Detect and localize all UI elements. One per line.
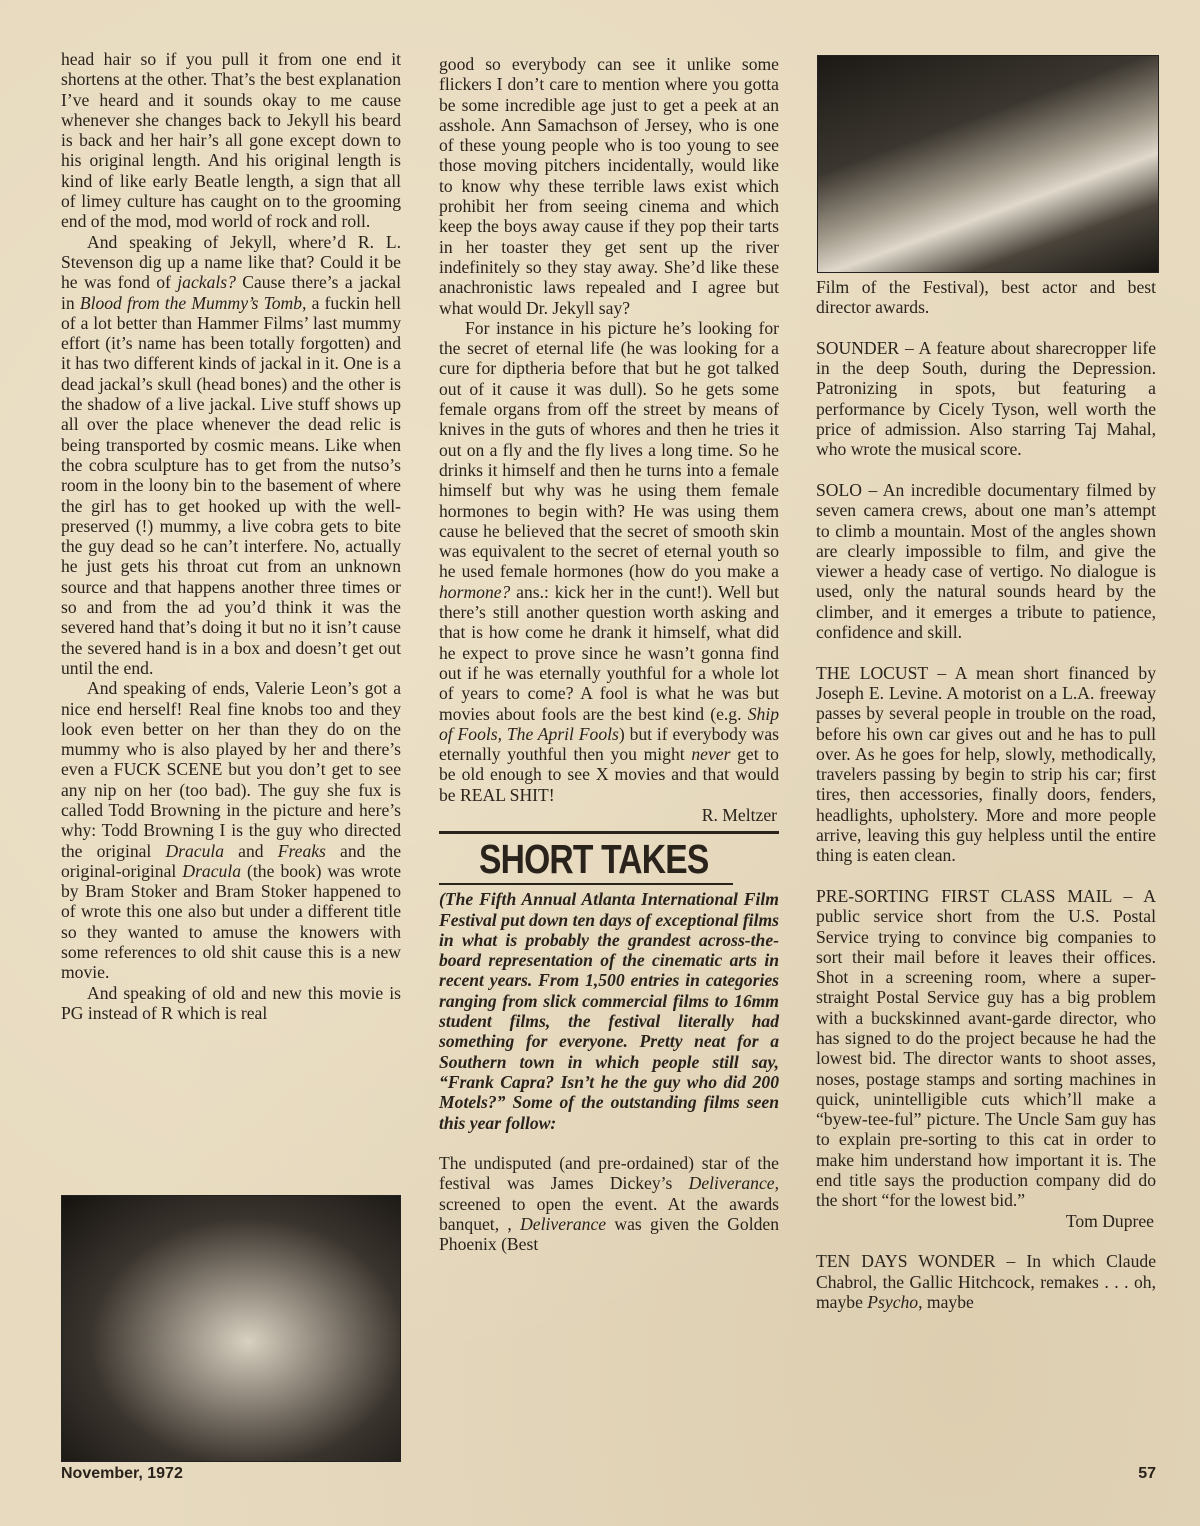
- text-run: Cause there’s a jackal in: [61, 272, 401, 313]
- film-reviews-continued: [816, 1251, 1156, 1312]
- paragraph: [61, 49, 401, 232]
- paragraph: [816, 886, 1156, 1211]
- italic-text: Psycho,: [867, 1291, 923, 1312]
- paragraph: [439, 54, 779, 318]
- paragraph: [61, 678, 401, 982]
- text-run: THE LOCUST – A mean short financed by Joseph E. Levine. A motorist on a L.A. freeway passes by several people in trouble on the road, before his own car gives out and he has to pull over. As he goes for help, slowly, methodically, travelers passing by begin to strip his car; first tires, then accessories, finally doors, fenders, headlights, upholstery. More and more people arrive, leaving this guy helpless until the entire thing is eaten clean.: [816, 662, 1156, 866]
- paragraph: [61, 983, 401, 1024]
- text-run: SOUNDER – A feature about sharecropper life in the deep South, during the Depression. Patronizing in spots, but featuring a performance by Cicely Tyson, well worth the price of admission. Also starring Taj Mahal, who wrote the musical score.: [816, 337, 1156, 460]
- text-run: and the original-original: [61, 840, 402, 881]
- text-run: TEN DAYS WONDER – In which Claude Chabrol, the Gallic Hitchcock, remakes . . . oh, maybe: [816, 1251, 1156, 1312]
- text-run: and: [224, 840, 278, 861]
- paragraph: [61, 232, 401, 679]
- text-run: For instance in his picture he’s looking for the secret of eternal life (he was looking for a cure for diptheria before that but he got talked out of it cause it was dull). So he gets some female organs from off the street by means of knives in the guts of whores and then he tries it out on a fly and the fly lives a long time. So he drinks it himself and then he turns into a female himself but why was he using them female hormones to begin with? He was using them cause he believed that the secret of smooth skin was equivalent to the secret of eternal youth so he used female hormones (how do you make a: [439, 317, 779, 582]
- section-divider: [439, 831, 779, 834]
- short-takes-body: [439, 1153, 779, 1254]
- paragraph: [816, 1251, 1156, 1312]
- italic-text: Dracula: [165, 840, 225, 861]
- section-title: SHORT TAKES: [479, 836, 709, 883]
- column-3: [816, 277, 1156, 1312]
- italic-text: Freaks: [277, 840, 326, 861]
- paragraph: [439, 1153, 779, 1254]
- article-byline: R. Meltzer: [701, 804, 777, 825]
- section-title-underline: [439, 883, 733, 885]
- text-run: And speaking of old and new this movie is PG instead of R which is real: [61, 982, 401, 1023]
- paragraph: [439, 318, 779, 805]
- text-run: PRE-SORTING FIRST CLASS MAIL – A public service short from the U.S. Postal Service trying to convince big companies to sort their mail before it leaves their offices. Shot in a screening room, where a super-straight Postal Service guy has a big problem with a buckskinned avant-garde director, who has signed to do the project because he had the lowest bid. The director wants to shoot asses, noses, postage stamps and sorting machines in quick, unintelligible cuts which’ll make a “byew-tee-ful” picture. The Uncle Sam guy has to explain pre-sorting to this cat in order to make him understand how important it is. The end title says the production company did do the short “for the lowest bid.”: [816, 885, 1156, 1211]
- festival-film-photo: [817, 55, 1159, 273]
- italic-text: jackals?: [177, 272, 236, 293]
- text-run: was given the Golden Phoenix (Best: [439, 1214, 779, 1255]
- column-2: [439, 54, 779, 1255]
- text-run: The undisputed (and pre-ordained) star of the festival was James Dickey’s: [439, 1153, 779, 1194]
- text-run: get to be old enough to see X movies and that would be REAL SHIT!: [439, 744, 779, 805]
- text-run: ) but if everybody was eternally youthful then you might: [439, 723, 779, 765]
- paragraph: [816, 663, 1156, 866]
- film-reviews: [816, 277, 1156, 1211]
- paragraph: [816, 338, 1156, 460]
- italic-text: hormone?: [439, 581, 511, 602]
- italic-text: never: [691, 744, 731, 765]
- text-run: a fuckin hell of a lot better than Hammer Films’ last mummy effort (it’s name has been totally forgotten) and it has two different kinds of jackal in it. One is a dead jackal’s skull (head bones) and the other is the shadow of a live jackal. Live stuff shows up all over the place whenever the dead relic is being transported by cosmic means. Like when the cobra sculpture has to get from the nutso’s room in the loony bin to the basement of where the girl has to get hooked up with the well-preserved (!) mummy, a live cobra gets to bite the guy dead so he can’t interfere. No, actually he just gets his throat cut from an unknown source and that happens another three times or so and from the ad you’d think it was the severed hand that’s doing it but no it isn’t cause the severed hand is in a box and doesn’t get out until the end.: [61, 292, 401, 678]
- text-run: good so everybody can see it unlike some flickers I don’t care to mention where you gotta be some incredible age just to get a peek at an asshole. Ann Samachson of Jersey, who is one of these young people who is too young to see those moving pitchers incidentally, would like to know why these terrible laws exist which prohibit her from seeing cinema and which keep the boys away cause if they pop their tarts in her toaster they get sent up the river indefinitely so they stay away. She’d like these anachronistic laws repealed and I agree but what would Dr. Jekyll say?: [439, 54, 779, 318]
- text-run: maybe: [922, 1291, 974, 1312]
- column-1: [61, 49, 401, 1023]
- italic-text: Deliverance: [520, 1214, 607, 1235]
- text-run: Film of the Festival), best actor and best director awards.: [816, 277, 1156, 318]
- text-run: screened to open the event. At the awards banquet, ,: [439, 1193, 779, 1235]
- text-run: ans.: kick her in the cunt!). Well but there’s still another question worth asking and that is how come he drank it himself, what did he expect to prove since he wasn’t gonna find out if he was eternally youthful for a whole lot of years to come? A fool is what he was but movies about fools are the best kind (e.g.: [439, 581, 779, 724]
- section-intro: (The Fifth Annual Atlanta International Film Festival put down ten days of exceptional films in what is probably the grandest across-the- board representation of the cinematic arts in recent years. From 1,500 entries in categories ranging from slick commercial films to 16mm student films, the festival literally had something for everyone. Pretty neat for a Southern town in which people still say, “Frank Capra? Isn’t he the guy who did 200 Motels?” Some of the outstanding films seen this year follow:: [439, 889, 779, 1133]
- text-run: SOLO – An incredible documentary filmed by seven camera crews, about one man’s attempt to climb a mountain. Most of the angles shown are clearly impossible to film, and give the viewer a heady case of vertigo. No dialogue is used, only the natural sounds heard by the climber, and it emerges a tribute to patience, confidence and skill.: [816, 479, 1156, 643]
- reviews-byline: Tom Dupree: [1065, 1210, 1154, 1231]
- paragraph: [816, 480, 1156, 642]
- page-number: 57: [1138, 1465, 1156, 1482]
- text-run: And speaking of Jekyll, where’d R. L. Stevenson dig up a name like that? Could it be he was fond of: [61, 231, 401, 293]
- text-run: (the book) was wrote by Bram Stoker and Bram Stoker happened to of wrote this one also but under a different title so they wanted to amuse the knowers with some references to old shit cause this is a new movie.: [61, 860, 402, 983]
- italic-text: Ship of Fools, The April Fools: [439, 703, 779, 744]
- italic-text: Dracula: [182, 860, 241, 881]
- movie-still-photo: [61, 1195, 401, 1462]
- article-body-continued: [439, 54, 779, 805]
- italic-text: Blood from the Mummy’s Tomb,: [79, 292, 307, 313]
- paragraph: [816, 277, 1156, 318]
- article-body: [61, 49, 401, 1023]
- text-run: head hair so if you pull it from one end it shortens at the other. That’s the best explanation I’ve heard and it sounds okay to me cause whenever she changes back to Jekyll his beard is back and her hair’s all gone except down to his original length. And his original length is kind of like early Beatle length, a sign that all of limey culture has caught on to the grooming end of the mod, mod world of rock and roll.: [61, 49, 401, 232]
- italic-text: Deliverance,: [688, 1173, 779, 1194]
- text-run: And speaking of ends, Valerie Leon’s got a nice end herself! Real fine knobs too and they look even better on her than they do on the mummy who is also played by her and there’s even a FUCK SCENE but you don’t get to see any nip on her (too bad). The guy she fux is called Todd Browning in the picture and here’s why: Todd Browning I is the guy who directed the original: [61, 678, 401, 861]
- issue-date: November, 1972: [61, 1465, 183, 1482]
